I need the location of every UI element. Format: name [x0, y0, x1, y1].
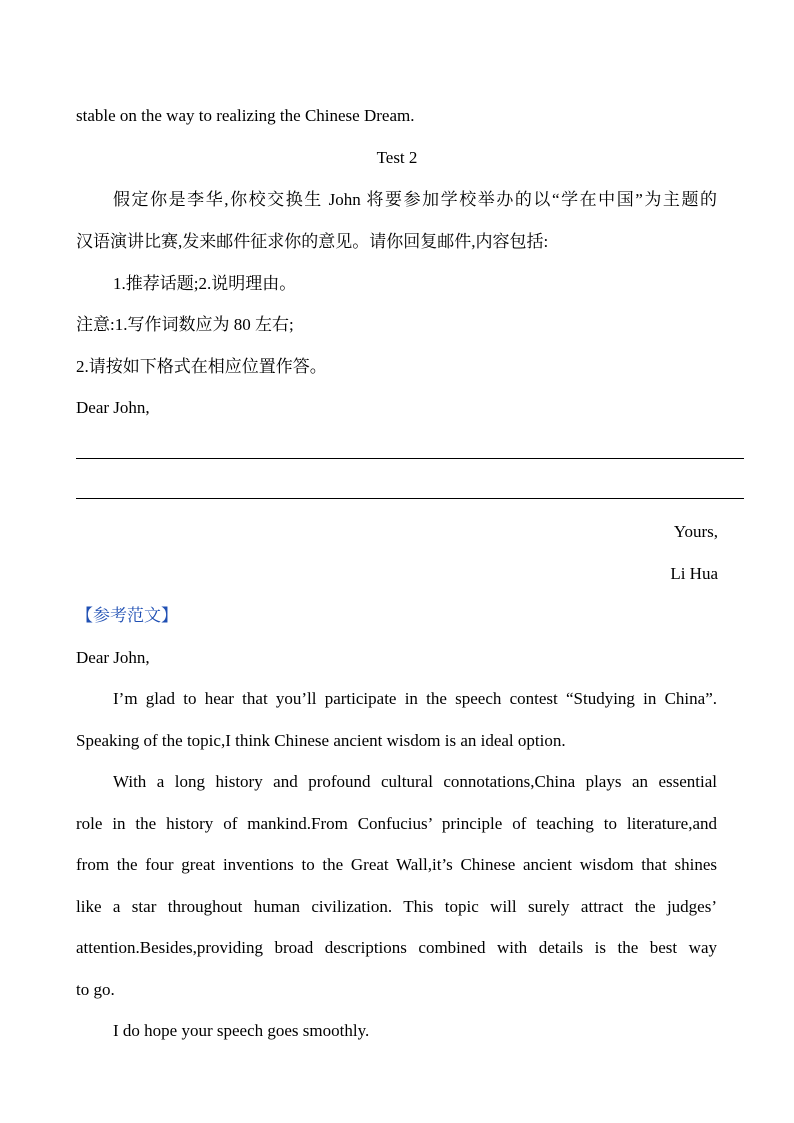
prompt-line-2: 汉语演讲比赛,发来邮件征求你的意见。请你回复邮件,内容包括:: [76, 232, 549, 251]
reference-line: attention.Besides,providing broad descriptions combined with details is the best way: [76, 938, 717, 957]
reference-heading: 【参考范文】: [76, 606, 178, 625]
content-points: 1.推荐话题;2.说明理由。: [113, 274, 297, 293]
test-title: Test 2: [376, 148, 418, 167]
prompt-line-1: 假定你是李华,你校交换生 John 将要参加学校举办的以“学在中国”为主题的: [113, 190, 717, 209]
reference-line: like a star throughout human civilization. This topic will surely attract the judges’: [76, 897, 717, 916]
previous-passage-tail: stable on the way to realizing the Chinese Dream.: [76, 106, 415, 125]
answer-line-1: [76, 458, 744, 459]
note-word-count: 注意:1.写作词数应为 80 左右;: [76, 315, 294, 334]
reference-line: role in the history of mankind.From Confucius’ principle of teaching to literature,and: [76, 814, 717, 833]
reference-line: from the four great inventions to the Great Wall,it’s Chinese ancient wisdom that shines: [76, 855, 717, 874]
reference-line: I do hope your speech goes smoothly.: [113, 1021, 370, 1040]
reference-line: to go.: [76, 980, 115, 999]
answer-line-2: [76, 498, 744, 499]
reference-salutation: Dear John,: [76, 648, 150, 667]
test-salutation: Dear John,: [76, 398, 150, 417]
test-closing: Yours,: [673, 522, 718, 541]
reference-line: I’m glad to hear that you’ll participate in the speech contest “Studying in China”.: [113, 689, 717, 708]
note-format: 2.请按如下格式在相应位置作答。: [76, 357, 327, 376]
reference-line: With a long history and profound cultural connotations,China plays an essential: [113, 772, 717, 791]
test-signature: Li Hua: [670, 564, 718, 583]
reference-line: Speaking of the topic,I think Chinese ancient wisdom is an ideal option.: [76, 731, 566, 750]
